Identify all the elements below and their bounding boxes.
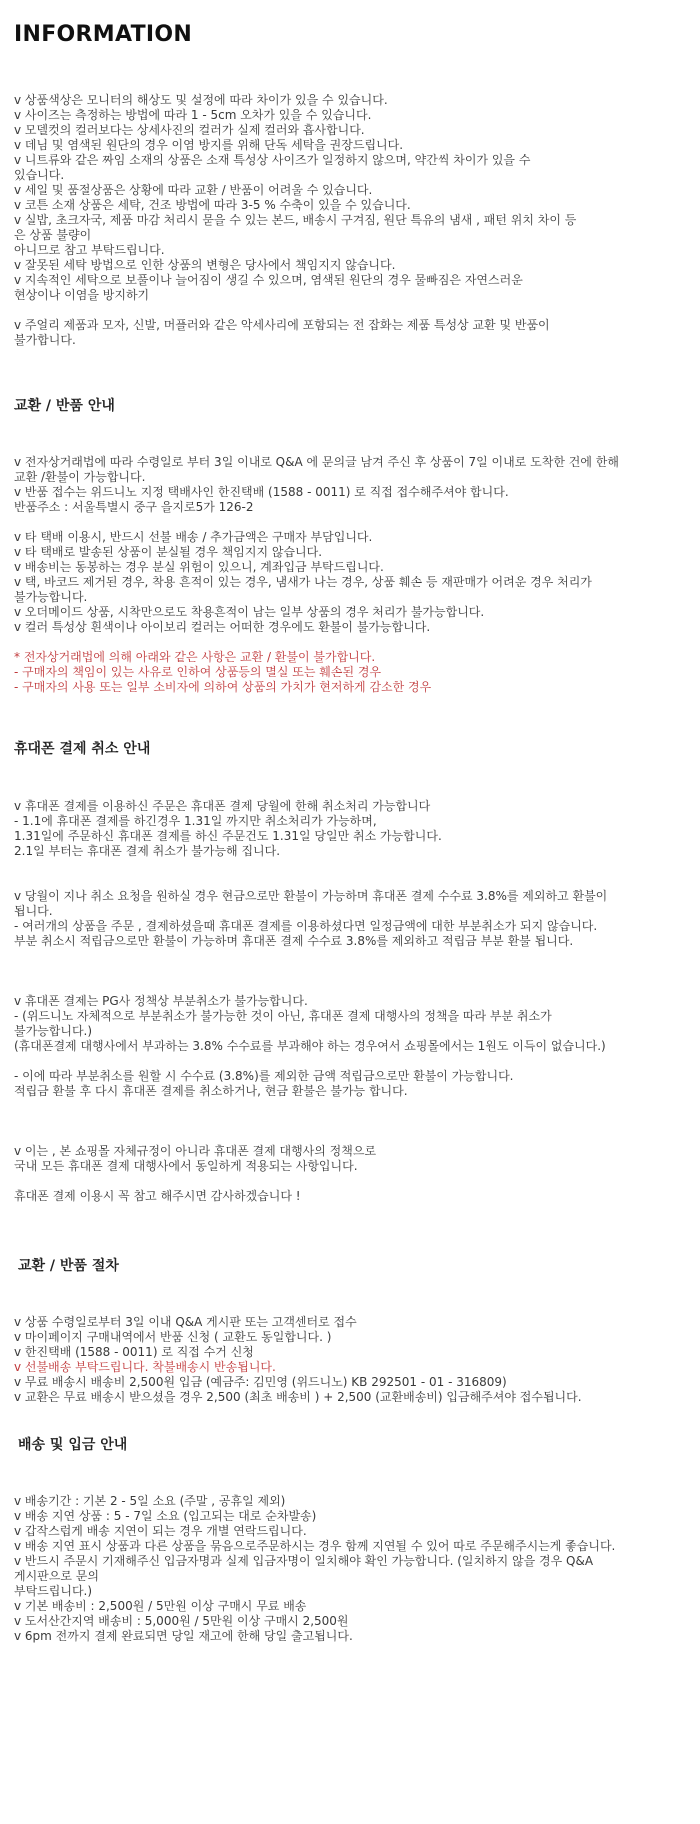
procedure-heading: 교환 / 반품 절차 bbox=[18, 1258, 119, 1274]
info-line: v 잘못된 세탁 방법으로 인한 상품의 변형은 당사에서 책임지지 않습니다. bbox=[14, 258, 396, 272]
info-line: v 데님 및 염색된 원단의 경우 이염 방지를 위해 단독 세탁을 권장드립니다. bbox=[14, 138, 404, 152]
info-line: 현상이나 이염을 방지하기 bbox=[14, 288, 150, 302]
phone-cancel-line: 됩니다. bbox=[14, 904, 53, 918]
phone-cancel-line: v 휴대폰 결제를 이용하신 주문은 휴대폰 결제 당월에 한해 취소처리 가능합니다 bbox=[14, 799, 431, 813]
info-line: v 모델컷의 컬러보다는 상세사진의 컬러가 실제 컬러와 흡사합니다. bbox=[14, 123, 365, 137]
info-line: 은 상품 불량이 bbox=[14, 228, 92, 242]
delivery-heading: 배송 및 입금 안내 bbox=[18, 1437, 128, 1453]
phone-cancel-line: 1.31일에 주문하신 휴대폰 결제를 하신 주문건도 1.31일 당일만 취소 가능합니다. bbox=[14, 829, 442, 843]
exchange-line: 교환 /환불이 가능합니다. bbox=[14, 470, 146, 484]
info-line: 있습니다. bbox=[14, 168, 65, 182]
delivery-line: v 배송 지연 상품 : 5 - 7일 소요 (입고되는 대로 순차발송) bbox=[14, 1509, 317, 1523]
procedure-line: v 상품 수령일로부터 3일 이내 Q&A 게시판 또는 고객센터로 접수 bbox=[14, 1315, 357, 1329]
phone-cancel-line: (휴대폰결제 대행사에서 부과하는 3.8% 수수료를 부과해야 하는 경우여서 쇼핑몰에서는 1원도 이득이 없습니다.) bbox=[14, 1039, 606, 1053]
delivery-line: 게시판으로 문의 bbox=[14, 1569, 99, 1583]
phone-cancel-heading: 휴대폰 결제 취소 안내 bbox=[14, 741, 151, 757]
delivery-line: v 도서산간지역 배송비 : 5,000원 / 5만원 이상 구매시 2,500원 bbox=[14, 1614, 349, 1628]
info-line: v 주얼리 제품과 모자, 신발, 머플러와 같은 악세사리에 포함되는 전 잡화는 제품 특성상 교환 및 반품이 bbox=[14, 318, 550, 332]
info-line: v 니트류와 같은 짜임 소재의 상품은 소재 특성상 사이즈가 일정하지 않으며, 약간씩 차이가 있을 수 bbox=[14, 153, 531, 167]
delivery-line: v 6pm 전까지 결제 완료되면 당일 재고에 한해 당일 출고됩니다. bbox=[14, 1629, 353, 1643]
phone-cancel-line: v 이는 , 본 쇼핑몰 자체규정이 아니라 휴대폰 결제 대행사의 정책으로 bbox=[14, 1144, 377, 1158]
procedure-line: v 마이페이지 구매내역에서 반품 신청 ( 교환도 동일합니다. ) bbox=[14, 1330, 332, 1344]
phone-cancel-line: 부분 취소시 적립금으로만 환불이 가능하며 휴대폰 결제 수수료 3.8%를 제외하고 적립금 부분 환불 됩니다. bbox=[14, 934, 574, 948]
refund-warning-line: - 구매자의 책임이 있는 사유로 인하여 상품등의 멸실 또는 훼손된 경우 bbox=[14, 665, 382, 679]
info-line: v 상품색상은 모니터의 해상도 및 설정에 따라 차이가 있을 수 있습니다. bbox=[14, 93, 388, 107]
exchange-line: v 택, 바코드 제거된 경우, 착용 흔적이 있는 경우, 냄새가 나는 경우, 상품 훼손 등 재판매가 어려운 경우 처리가 bbox=[14, 575, 592, 589]
info-line: v 사이즈는 측정하는 방법에 따라 1 - 5cm 오차가 있을 수 있습니다. bbox=[14, 108, 372, 122]
page-title: INFORMATION bbox=[14, 22, 193, 47]
info-line: v 코튼 소재 상품은 세탁, 건조 방법에 따라 3-5 % 수축이 있을 수 있습니다. bbox=[14, 198, 411, 212]
exchange-line: 반품주소 : 서울특별시 중구 을지로5가 126-2 bbox=[14, 500, 254, 514]
phone-cancel-line: 불가능합니다.) bbox=[14, 1024, 93, 1038]
exchange-line: v 타 택배로 발송된 상품이 분실될 경우 책임지지 않습니다. bbox=[14, 545, 323, 559]
exchange-line: v 배송비는 동봉하는 경우 분실 위험이 있으니, 계좌입금 부탁드립니다. bbox=[14, 560, 384, 574]
phone-cancel-line: 2.1일 부터는 휴대폰 결제 취소가 불가능해 집니다. bbox=[14, 844, 281, 858]
phone-cancel-line: - 여러개의 상품을 주문 , 결제하셨을때 휴대폰 결제를 이용하셨다면 일정금액에 대한 부분취소가 되지 않습니다. bbox=[14, 919, 598, 933]
exchange-line: v 타 택배 이용시, 반드시 선불 배송 / 추가금액은 구매자 부담입니다. bbox=[14, 530, 373, 544]
info-line: 아니므로 참고 부탁드립니다. bbox=[14, 243, 165, 257]
delivery-line: v 기본 배송비 : 2,500원 / 5만원 이상 구매시 무료 배송 bbox=[14, 1599, 307, 1613]
exchange-line: v 전자상거래법에 따라 수령일로 부터 3일 이내로 Q&A 에 문의글 남겨 주신 후 상품이 7일 이내로 도착한 건에 한해 bbox=[14, 455, 619, 469]
delivery-line: v 배송 지연 표시 상품과 다른 상품을 묶음으로주문하시는 경우 함께 지연될 수 있어 따로 주문해주시는게 좋습니다. bbox=[14, 1539, 616, 1553]
procedure-line: v 한진택배 (1588 - 0011) 로 직접 수거 신청 bbox=[14, 1345, 254, 1359]
delivery-line: v 배송기간 : 기본 2 - 5일 소요 (주말 , 공휴일 제외) bbox=[14, 1494, 286, 1508]
exchange-heading: 교환 / 반품 안내 bbox=[14, 398, 115, 414]
delivery-line: v 반드시 주문시 기재해주신 입금자명과 실제 입금자명이 일치해야 확인 가능합니다. (일치하지 않을 경우 Q&A bbox=[14, 1554, 594, 1568]
phone-cancel-line: - 1.1에 휴대폰 결제를 하긴경우 1.31일 까지만 취소처리가 가능하며, bbox=[14, 814, 377, 828]
phone-cancel-line: 적립금 환불 후 다시 휴대폰 결제를 취소하거나, 현금 환불은 불가능 합니다. bbox=[14, 1084, 408, 1098]
info-line: v 지속적인 세탁으로 보풀이나 늘어짐이 생길 수 있으며, 염색된 원단의 경우 물빠짐은 자연스러운 bbox=[14, 273, 523, 287]
refund-warning-line: * 전자상거래법에 의해 아래와 같은 사항은 교환 / 환불이 불가합니다. bbox=[14, 650, 376, 664]
info-line: v 실밥, 초크자국, 제품 마감 처리시 묻을 수 있는 본드, 배송시 구겨짐, 원단 특유의 냄새 , 패턴 위치 차이 등 bbox=[14, 213, 577, 227]
phone-cancel-line: v 당월이 지나 취소 요청을 원하실 경우 현금으로만 환불이 가능하며 휴대폰 결제 수수료 3.8%를 제외하고 환불이 bbox=[14, 889, 608, 903]
procedure-line: v 교환은 무료 배송시 받으셨을 경우 2,500 (최초 배송비 ) + 2,500 (교환배송비) 입금해주셔야 접수됩니다. bbox=[14, 1390, 582, 1404]
phone-cancel-line: 국내 모든 휴대폰 결제 대행사에서 동일하게 적용되는 사항입니다. bbox=[14, 1159, 358, 1173]
phone-cancel-line: 휴대폰 결제 이용시 꼭 참고 해주시면 감사하겠습니다 ! bbox=[14, 1189, 301, 1203]
phone-cancel-line: - (위드니노 자체적으로 부분취소가 불가능한 것이 아닌, 휴대폰 결제 대행사의 정책을 따라 부분 취소가 bbox=[14, 1009, 552, 1023]
exchange-line: 불가능합니다. bbox=[14, 590, 88, 604]
info-line: v 세일 및 품절상품은 상황에 따라 교환 / 반품이 어려울 수 있습니다. bbox=[14, 183, 373, 197]
procedure-line: v 무료 배송시 배송비 2,500원 입금 (예금주: 김민영 (위드니노) KB 292501 - 01 - 316809) bbox=[14, 1375, 507, 1389]
refund-warning-line: - 구매자의 사용 또는 일부 소비자에 의하여 상품의 가치가 현저하게 감소한 경우 bbox=[14, 680, 432, 694]
phone-cancel-line: - 이에 따라 부분취소를 원할 시 수수료 (3.8%)를 제외한 금액 적립금으로만 환불이 가능합니다. bbox=[14, 1069, 514, 1083]
exchange-line: v 반품 접수는 위드니노 지정 택배사인 한진택배 (1588 - 0011) 로 직접 접수해주셔야 합니다. bbox=[14, 485, 509, 499]
phone-cancel-line: v 휴대폰 결제는 PG사 정책상 부분취소가 불가능합니다. bbox=[14, 994, 308, 1008]
procedure-line: v 선불배송 부탁드립니다. 착불배송시 반송됩니다. bbox=[14, 1360, 276, 1374]
exchange-line: v 컬러 특성상 흰색이나 아이보리 컬러는 어떠한 경우에도 환불이 불가능합니다. bbox=[14, 620, 431, 634]
exchange-line: v 오더메이드 상품, 시착만으로도 착용흔적이 남는 일부 상품의 경우 처리가 불가능합니다. bbox=[14, 605, 485, 619]
delivery-line: v 갑작스럽게 배송 지연이 되는 경우 개별 연락드립니다. bbox=[14, 1524, 307, 1538]
delivery-line: 부탁드립니다.) bbox=[14, 1584, 93, 1598]
info-line: 불가합니다. bbox=[14, 333, 76, 347]
